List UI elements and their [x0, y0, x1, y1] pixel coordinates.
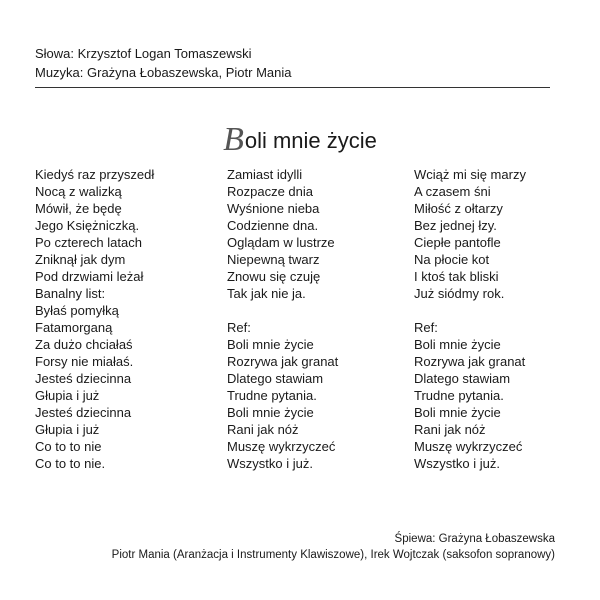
lyric-line: Rani jak nóż: [414, 422, 486, 437]
lyric-line: I ktoś tak bliski: [414, 269, 499, 284]
lyric-line: [227, 302, 338, 319]
lyric-line: Zamiast idylli: [227, 167, 303, 182]
lyric-line: Trudne pytania.: [414, 388, 504, 403]
lyrics-credit: Słowa: Krzysztof Logan Tomaszewski: [35, 46, 252, 61]
lyric-line: Wciąż mi się marzy: [414, 167, 526, 182]
lyric-line: Głupia i już: [35, 388, 100, 403]
song-title: [0, 120, 600, 161]
musicians-credit: Piotr Mania (Aranżacja i Instrumenty Klawiszowe), Irek Wojtczak (saksofon sopranowy): [111, 549, 555, 561]
lyric-line: Jesteś dziecinna: [35, 405, 132, 420]
lyric-line: Dlatego stawiam: [227, 371, 324, 386]
lyric-line: Fatamorganą: [35, 320, 113, 335]
lyric-line: Boli mnie życie: [414, 337, 501, 352]
lyric-line: Ciepłe pantofle: [414, 235, 501, 250]
lyric-line: Pod drzwiami leżał: [35, 269, 144, 284]
lyric-line: Mówił, że będę: [35, 201, 122, 216]
lyric-line: Rozrywa jak granat: [227, 354, 339, 369]
lyric-line: Co to to nie.: [35, 456, 106, 471]
lyric-line: Rozpacze dnia: [227, 184, 313, 199]
lyric-line: Bez jednej łzy.: [414, 218, 497, 233]
lyric-line: Trudne pytania.: [227, 388, 317, 403]
lyric-line: Byłaś pomyłką: [35, 303, 119, 318]
lyric-line: Oglądam w lustrze: [227, 235, 335, 250]
lyric-line: Rani jak nóż: [227, 422, 299, 437]
lyric-line: Za dużo chciałaś: [35, 337, 133, 352]
title-rest: oli mnie życie: [244, 128, 377, 153]
lyric-line: Kiedyś raz przyszedł: [35, 167, 155, 182]
title-initial: B: [223, 121, 244, 158]
lyric-line: Dlatego stawiam: [414, 371, 511, 386]
lyric-line: Tak jak nie ja.: [227, 286, 306, 301]
header-divider: [35, 87, 550, 88]
lyric-line: Niepewną twarz: [227, 252, 320, 267]
performance-credits: [112, 531, 555, 563]
lyric-line: Co to to nie: [35, 439, 102, 454]
lyric-line: Znowu się czuję: [227, 269, 321, 284]
lyric-line: Rozrywa jak granat: [414, 354, 526, 369]
lyric-line: Muszę wykrzyczeć: [414, 439, 523, 454]
lyric-line: Na płocie kot: [414, 252, 490, 267]
lyric-line: Zniknął jak dym: [35, 252, 126, 267]
lyrics-column-1: [35, 166, 154, 472]
lyric-line: Boli mnie życie: [227, 405, 314, 420]
lyric-line: A czasem śni: [414, 184, 491, 199]
vocals-credit: Śpiewa: Grażyna Łobaszewska: [394, 533, 555, 545]
lyric-line: Banalny list:: [35, 286, 106, 301]
lyric-line: Ref:: [414, 320, 438, 335]
lyric-line: Głupia i już: [35, 422, 100, 437]
lyric-line: Wyśnione nieba: [227, 201, 320, 216]
lyric-line: Boli mnie życie: [227, 337, 314, 352]
lyric-line: Jego Księżniczką.: [35, 218, 140, 233]
credits-header: [35, 44, 292, 82]
lyric-line: Miłość z ołtarzy: [414, 201, 503, 216]
lyric-line: Nocą z walizką: [35, 184, 122, 199]
lyric-line: Boli mnie życie: [414, 405, 501, 420]
lyric-line: [414, 302, 526, 319]
lyric-line: Po czterech latach: [35, 235, 142, 250]
lyric-line: Już siódmy rok.: [414, 286, 505, 301]
lyric-line: Wszystko i już.: [227, 456, 313, 471]
lyric-line: Ref:: [227, 320, 251, 335]
lyric-line: Codzienne dna.: [227, 218, 319, 233]
lyric-line: Muszę wykrzyczeć: [227, 439, 336, 454]
lyric-line: Jesteś dziecinna: [35, 371, 132, 386]
lyrics-column-2: [227, 166, 338, 472]
lyrics-column-3: [414, 166, 526, 472]
lyric-line: Forsy nie miałaś.: [35, 354, 134, 369]
lyric-line: Wszystko i już.: [414, 456, 500, 471]
music-credit: Muzyka: Grażyna Łobaszewska, Piotr Mania: [35, 65, 292, 80]
